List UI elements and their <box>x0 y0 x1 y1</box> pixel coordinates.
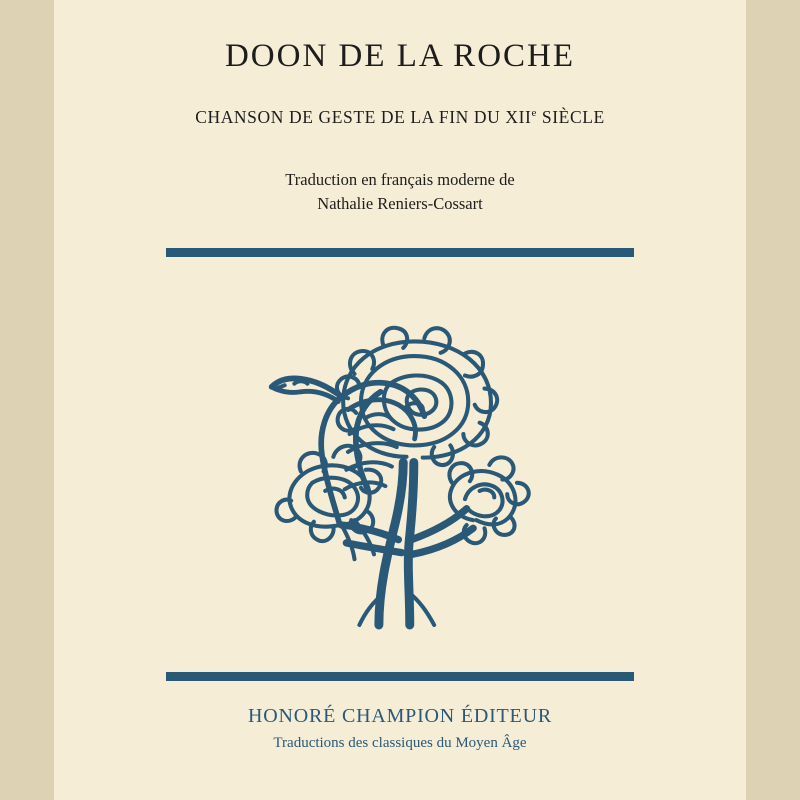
subtitle-text-post: SIÈCLE <box>536 107 605 127</box>
title-block <box>54 38 746 216</box>
collection-name: Traductions des classiques du Moyen Âge <box>273 735 527 751</box>
divider-bottom <box>166 672 634 681</box>
page-title: DOON DE LA ROCHE <box>224 38 576 74</box>
medieval-bird-and-tree-woodcut-icon <box>166 257 634 672</box>
divider-top <box>166 248 634 257</box>
translator-name: Nathalie Reniers-Cossart <box>317 193 483 213</box>
translator-line-1: Traduction en français moderne de <box>285 170 515 189</box>
page-edge-left <box>0 0 54 800</box>
subtitle-ordinal-suffix: e <box>531 107 537 120</box>
translator-credit <box>54 168 746 216</box>
publisher-name: HONORÉ CHAMPION ÉDITEUR <box>248 705 552 727</box>
cover-page <box>54 0 746 800</box>
page-edge-right <box>746 0 800 800</box>
subtitle <box>54 107 746 128</box>
subtitle-text-pre: CHANSON DE GESTE DE LA FIN DU XII <box>195 107 532 127</box>
publisher-block <box>54 705 746 752</box>
